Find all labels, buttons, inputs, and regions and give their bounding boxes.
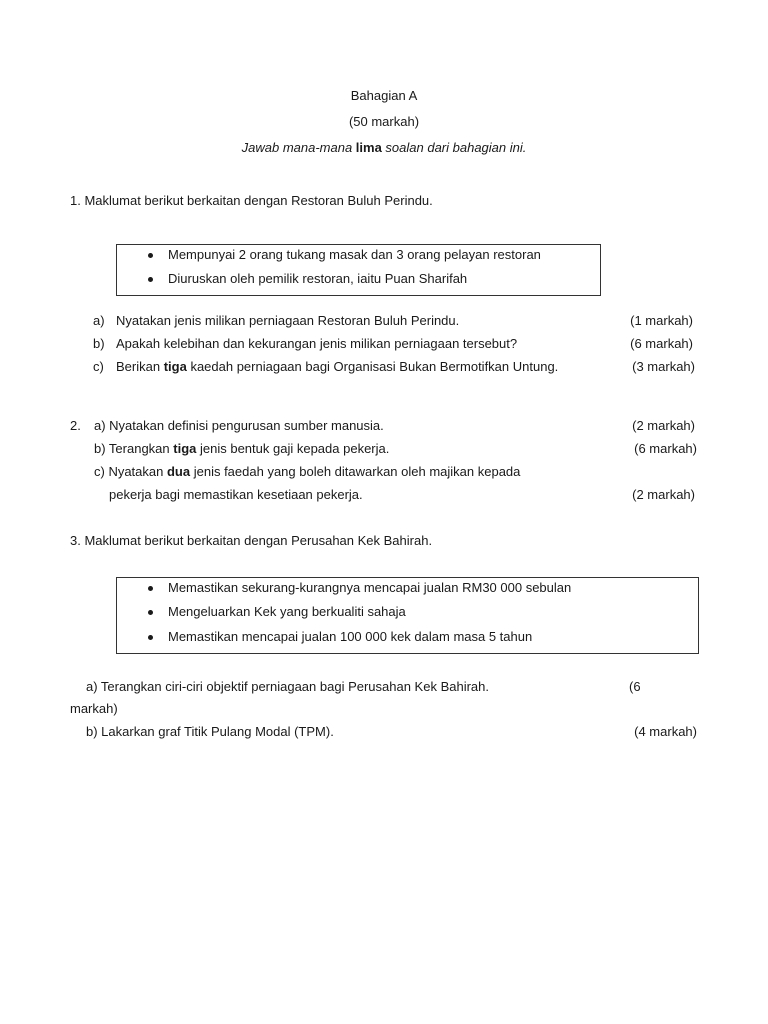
q3-box-item-2: Mengeluarkan Kek yang berkualiti sahaja <box>168 604 406 619</box>
q1-c-marks: (3 markah) <box>632 359 695 374</box>
instruction-post: soalan dari bahagian ini. <box>381 140 527 155</box>
q3-a-marks-2: markah) <box>70 701 118 716</box>
q1-c-pre: Berikan <box>116 359 164 374</box>
q2-c-marks: (2 markah) <box>632 487 695 502</box>
q1-info-box <box>116 244 601 296</box>
section-instruction <box>0 140 768 156</box>
section-title: Bahagian A <box>350 88 418 103</box>
q1-box-item-2: Diuruskan oleh pemilik restoran, iaitu Puan Sharifah <box>168 271 468 286</box>
q1-c-bold: tiga <box>163 359 187 374</box>
q1-c-text <box>116 359 558 375</box>
q2-c-pre: c) Nyatakan <box>94 464 167 479</box>
q1-b-text: Apakah kelebihan dan kekurangan jenis milikan perniagaan tersebut? <box>116 336 518 351</box>
q2-c-bold: dua <box>166 464 191 479</box>
instruction-pre: Jawab mana-mana <box>241 140 356 155</box>
q3-a-text: a) Terangkan ciri-ciri objektif perniagaan bagi Perusahan Kek Bahirah. <box>86 679 489 694</box>
q1-a-label: a) <box>93 313 105 328</box>
q2-a-marks: (2 markah) <box>632 418 695 433</box>
q3-intro: 3. Maklumat berikut berkaitan dengan Perusahan Kek Bahirah. <box>70 533 433 548</box>
bullet-icon <box>148 586 153 591</box>
q1-c-post: kaedah perniagaan bagi Organisasi Bukan Bermotifkan Untung. <box>186 359 559 374</box>
q3-b-marks: (4 markah) <box>634 724 697 739</box>
q2-b-bold: tiga <box>173 441 197 456</box>
bullet-icon <box>148 253 153 258</box>
q2-c-line2: pekerja bagi memastikan kesetiaan pekerja. <box>109 487 363 502</box>
bullet-icon <box>148 635 153 640</box>
q2-b-marks: (6 markah) <box>634 441 697 456</box>
q1-box-item-1: Mempunyai 2 orang tukang masak dan 3 orang pelayan restoran <box>168 247 541 262</box>
bullet-icon <box>148 277 153 282</box>
q2-c-post: jenis faedah yang boleh ditawarkan oleh majikan kepada <box>190 464 521 479</box>
q3-box-item-1: Memastikan sekurang-kurangnya mencapai jualan RM30 000 sebulan <box>168 580 572 595</box>
q2-number: 2. <box>70 418 81 433</box>
q1-b-label: b) <box>93 336 105 351</box>
q2-b-post: jenis bentuk gaji kepada pekerja. <box>196 441 390 456</box>
q3-a-marks-1: (6 <box>629 679 641 694</box>
q3-box-item-3: Memastikan mencapai jualan 100 000 kek dalam masa 5 tahun <box>168 629 533 644</box>
q2-a-text: a) Nyatakan definisi pengurusan sumber manusia. <box>94 418 384 433</box>
q2-b-pre: b) Terangkan <box>94 441 174 456</box>
q2-c-text <box>94 464 520 480</box>
q1-c-label: c) <box>93 359 104 374</box>
q2-b-text <box>94 441 389 457</box>
q1-a-marks: (1 markah) <box>630 313 693 328</box>
q3-b-text: b) Lakarkan graf Titik Pulang Modal (TPM). <box>86 724 334 739</box>
q1-a-text: Nyatakan jenis milikan perniagaan Restoran Buluh Perindu. <box>116 313 460 328</box>
section-marks: (50 markah) <box>348 114 420 129</box>
instruction-bold: lima <box>355 140 382 155</box>
q3-info-box <box>116 577 699 654</box>
bullet-icon <box>148 610 153 615</box>
q1-intro: 1. Maklumat berikut berkaitan dengan Restoran Buluh Perindu. <box>70 193 433 208</box>
q1-b-marks: (6 markah) <box>630 336 693 351</box>
